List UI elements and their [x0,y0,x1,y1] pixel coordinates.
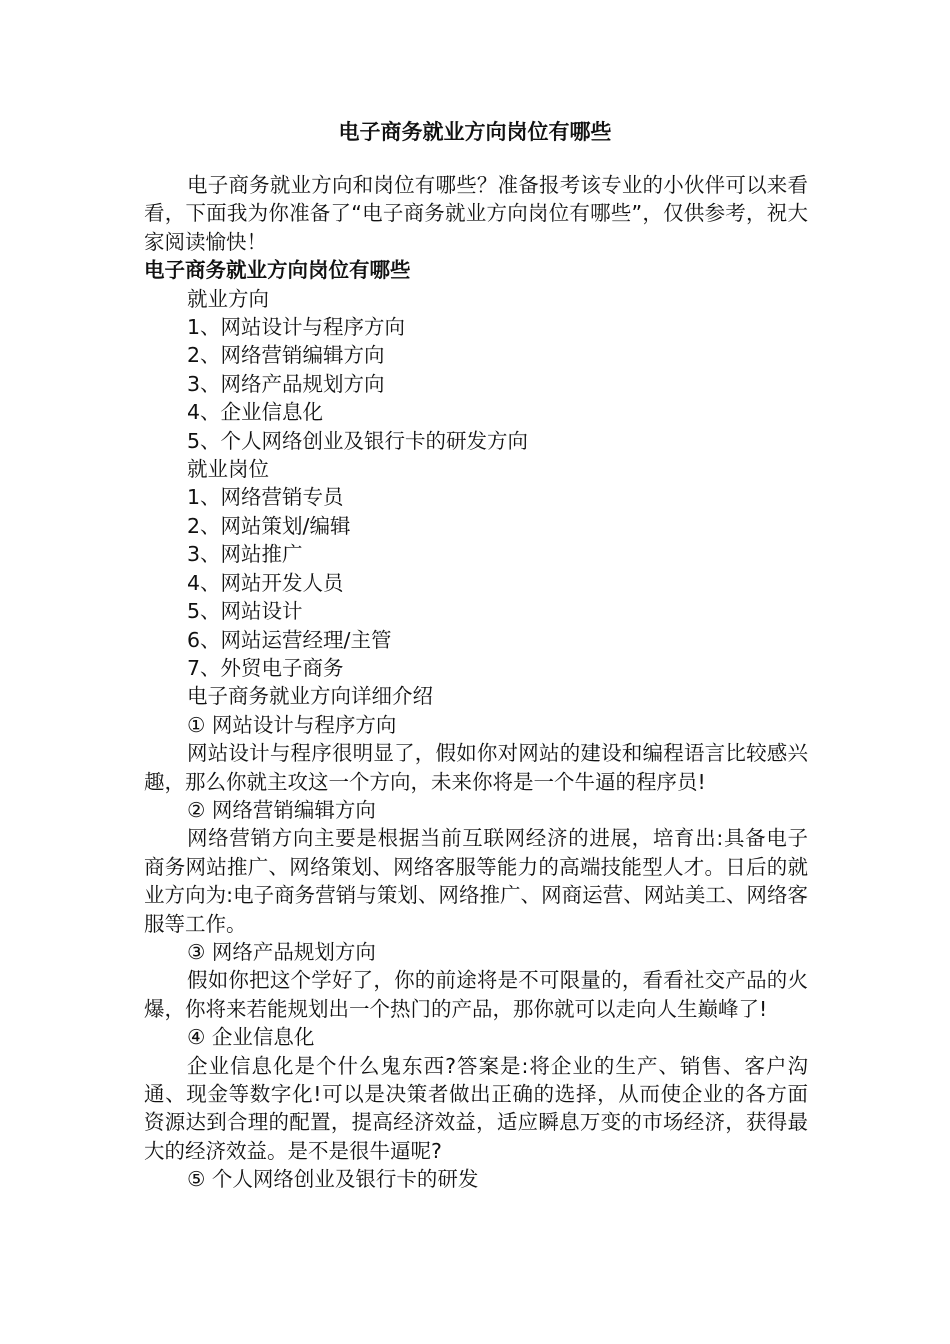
detail-heading: ① 网站设计与程序方向 [187,712,397,737]
details-heading: 电子商务就业方向详细介绍 [187,684,433,709]
detail-heading: ③ 网络产品规划方向 [187,939,376,964]
detail-paragraph: 网络营销方向主要是根据当前互联网经济的进展，培育出:具备电子商务网站推广、网络策划、网络客服等能力的高端技能型人才。日后的就业方向为:电子商务营销与策划、网络推广、网商运营、网站美工、网络客服等工作。 [144,826,808,936]
position-item: 3、网站推广 [187,542,303,567]
detail-paragraph: 假如你把这个学好了，你的前途将是不可限量的，看看社交产品的火爆，你将来若能规划出一个热门的产品，那你就可以走向人生巅峰了! [144,968,808,1021]
positions-heading: 就业岗位 [187,457,269,482]
detail-paragraph: 企业信息化是个什么鬼东西?答案是:将企业的生产、销售、客户沟通、现金等数字化!可以是决策者做出正确的选择，从而使企业的各方面资源达到合理的配置，提高经济效益，适应瞬息万变的市场经济，获得最大的经济效益。是不是很牛逼呢? [144,1053,808,1163]
detail-heading: ⑤ 个人网络创业及银行卡的研发 [187,1167,479,1192]
detail-paragraph: 网站设计与程序很明显了，假如你对网站的建设和编程语言比较感兴趣，那么你就主攻这一个方向，未来你将是一个牛逼的程序员! [144,741,808,794]
direction-item: 3、网络产品规划方向 [187,371,385,396]
direction-item: 4、企业信息化 [187,400,324,425]
position-item: 6、网站运营经理/主管 [187,627,392,652]
position-item: 7、外贸电子商务 [187,655,344,680]
position-item: 4、网站开发人员 [187,570,344,595]
position-item: 1、网络营销专员 [187,485,344,510]
detail-heading: ② 网络营销编辑方向 [187,797,376,822]
intro-paragraph: 电子商务就业方向和岗位有哪些？准备报考该专业的小伙伴可以来看看，下面我为你准备了“电子商务就业方向岗位有哪些”，仅供参考，祝大家阅读愉快！ [144,173,808,254]
position-item: 2、网站策划/编辑 [187,513,351,538]
direction-item: 5、个人网络创业及银行卡的研发方向 [187,428,529,453]
document-title: 电子商务就业方向岗位有哪些 [338,120,612,144]
document-body [144,171,808,1194]
direction-item: 1、网站设计与程序方向 [187,315,406,340]
section-heading: 电子商务就业方向岗位有哪些 [144,258,411,283]
position-item: 5、网站设计 [187,599,303,624]
directions-heading: 就业方向 [187,286,269,311]
detail-heading: ④ 企业信息化 [187,1025,315,1050]
direction-item: 2、网络营销编辑方向 [187,343,385,368]
